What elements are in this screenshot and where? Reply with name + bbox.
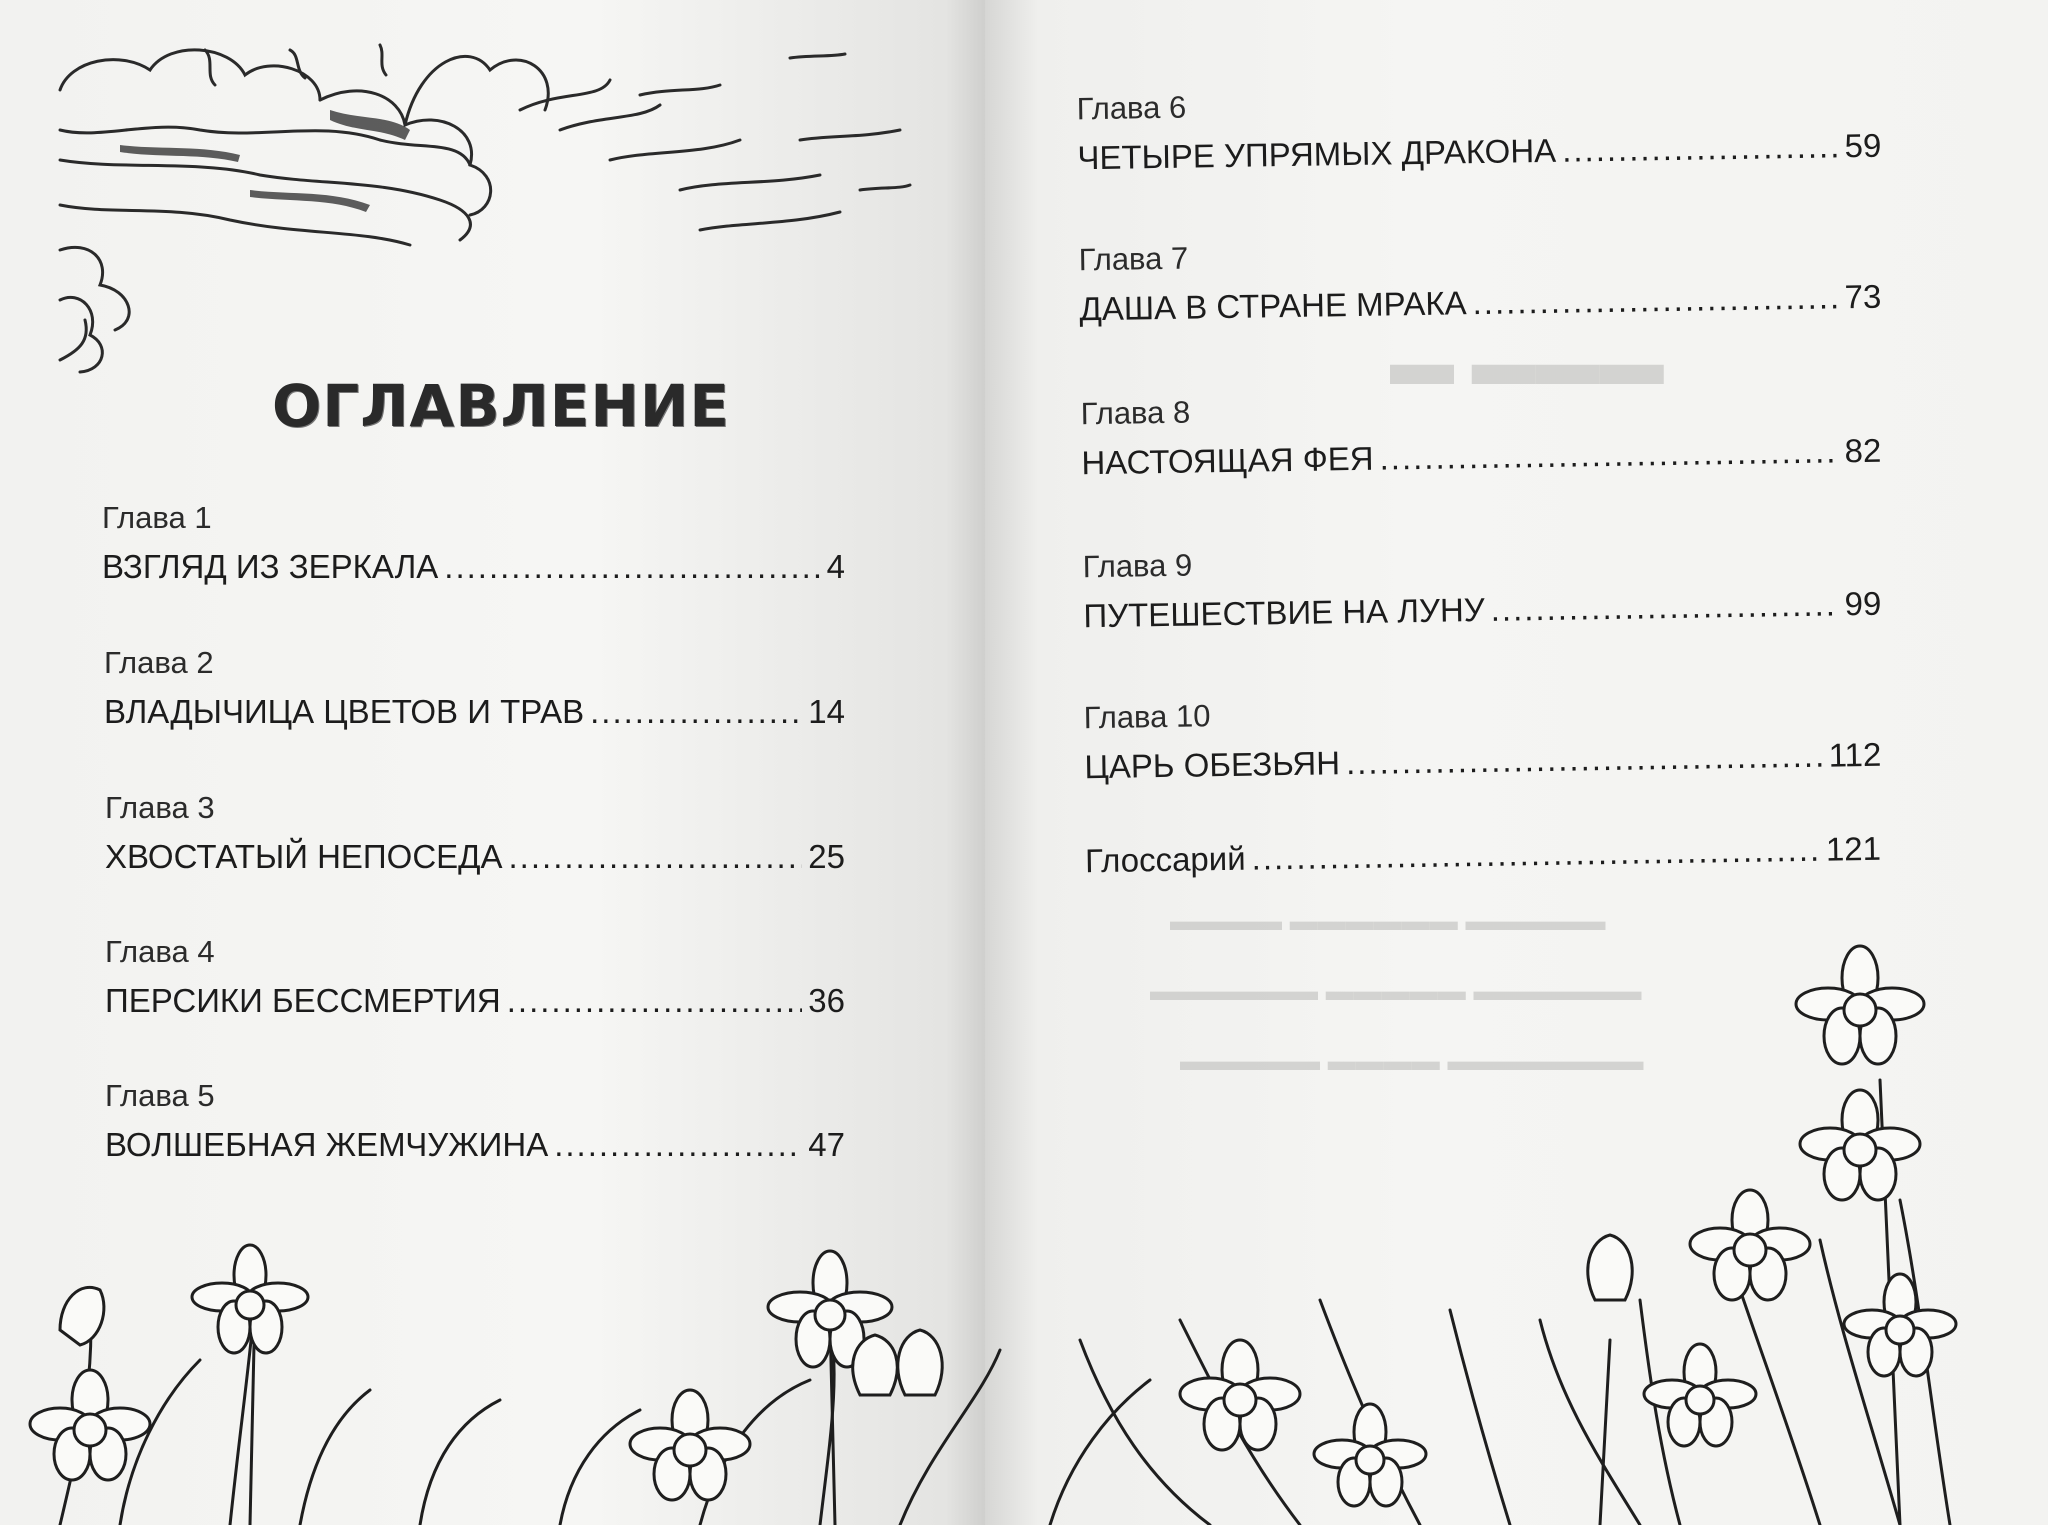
chapter-line — [105, 1126, 845, 1164]
chapter-label: Глава 3 — [105, 790, 215, 825]
chapter-title: ВЛАДЫЧИЦА ЦВЕТОВ И ТРАВ — [104, 693, 585, 730]
chapter-label: Глава 6 — [1076, 89, 1187, 127]
chapter-page: 14 — [808, 693, 845, 730]
toc-entry — [1080, 384, 1881, 483]
chapter-title: ПУТЕШЕСТВИЕ НА ЛУНУ — [1083, 590, 1486, 635]
chapter-label: Глава 1 — [102, 500, 212, 535]
chapter-title: ДАША В СТРАНЕ МРАКА — [1079, 284, 1467, 328]
chapter-page: 112 — [1828, 735, 1882, 774]
chapter-page: 47 — [808, 1126, 845, 1163]
chapter-title: ЦАРЬ ОБЕЗЬЯН — [1084, 744, 1341, 786]
page-title: ОГЛАВЛЕНИЕ — [272, 372, 731, 440]
dot-leader — [1346, 737, 1823, 782]
chapter-line — [105, 838, 845, 876]
glossary-title: Глоссарий — [1084, 839, 1246, 880]
dot-leader — [1562, 127, 1839, 169]
chapter-title: ВЗГЛЯД ИЗ ЗЕРКАЛА — [102, 548, 439, 585]
toc-entry — [102, 500, 845, 586]
chapter-page: 73 — [1844, 277, 1882, 316]
chapter-label: Глава 7 — [1078, 240, 1189, 278]
dot-leader — [444, 548, 820, 586]
dot-leader — [1490, 585, 1838, 628]
chapter-title: ХВОСТАТЫЙ НЕПОСЕДА — [105, 838, 503, 875]
chapter-page: 99 — [1844, 584, 1882, 623]
chapter-line — [104, 693, 845, 731]
chapter-title: ЧЕТЫРЕ УПРЯМЫХ ДРАКОНА — [1077, 131, 1557, 177]
toc-entry — [1076, 79, 1881, 178]
chapter-label: Глава 8 — [1080, 394, 1191, 432]
dot-leader — [509, 838, 803, 876]
toc-entry — [105, 1078, 845, 1164]
chapter-line — [102, 548, 845, 586]
chapter-title: НАСТОЯЩАЯ ФЕЯ — [1081, 439, 1374, 482]
show-through-text: ▬▬▬▬▬ ▬▬▬▬ ▬▬▬▬▬▬▬ — [1180, 1045, 1644, 1076]
chapter-label: Глава 4 — [105, 934, 215, 969]
chapter-page: 25 — [808, 838, 845, 875]
chapter-title: ВОЛШЕБНАЯ ЖЕМЧУЖИНА — [105, 1126, 549, 1163]
chapter-page: 36 — [808, 982, 845, 1019]
dot-leader — [590, 693, 802, 731]
dot-leader — [507, 982, 803, 1020]
chapter-page: 59 — [1844, 126, 1882, 165]
toc-entry — [1078, 230, 1881, 329]
chapter-page: 82 — [1844, 431, 1882, 470]
dot-leader — [1472, 278, 1839, 322]
chapter-label: Глава 10 — [1083, 698, 1211, 736]
toc-entry — [105, 790, 845, 876]
chapter-line — [105, 982, 845, 1020]
toc-entry — [1082, 537, 1881, 636]
chapter-label: Глава 5 — [105, 1078, 215, 1113]
show-through-text: ▬ ▬▬▬ — [1390, 326, 1664, 398]
toc-entry — [1083, 688, 1881, 787]
chapter-label: Глава 9 — [1082, 547, 1193, 585]
chapter-label: Глава 2 — [104, 645, 214, 680]
show-through-text: ▬▬▬▬▬▬ ▬▬▬▬▬ ▬▬▬▬▬▬ — [1150, 975, 1642, 1006]
glossary-page: 121 — [1825, 829, 1882, 868]
dot-leader — [554, 1126, 802, 1164]
chapter-page: 4 — [826, 548, 845, 585]
show-through-text: ▬▬▬▬ ▬▬▬▬▬▬ ▬▬▬▬▬ — [1170, 905, 1606, 936]
chapter-title: ПЕРСИКИ БЕССМЕРТИЯ — [105, 982, 501, 1019]
toc-entry — [104, 645, 845, 731]
dot-leader — [1379, 432, 1839, 477]
toc-entry — [105, 934, 845, 1020]
